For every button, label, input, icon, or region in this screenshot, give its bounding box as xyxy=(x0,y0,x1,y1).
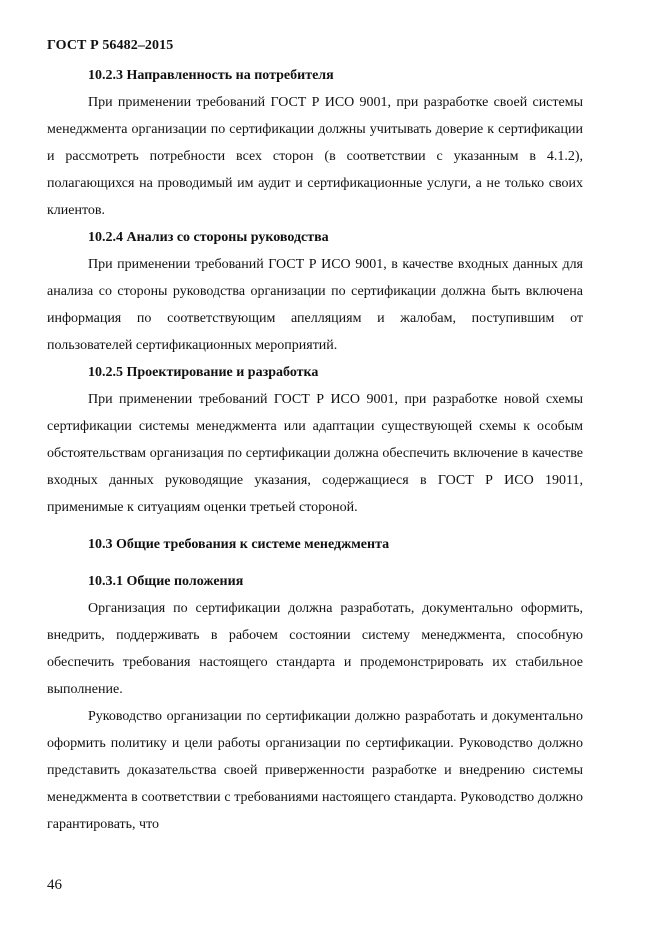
paragraph: При применении требований ГОСТ Р ИСО 9001, при разработке своей системы менеджмента организации по сертификации должны учитывать доверие к сертификации и рассмотреть потребности всех сторон (в соответствии с указанным в 4.1.2), полагающихся на проводимый им аудит и сертификационные услуги, а не только своих клиентов. xyxy=(47,95,583,218)
document-id: ГОСТ Р 56482–2015 xyxy=(47,38,174,53)
section-heading: 10.3 Общие требования к системе менеджмента xyxy=(88,537,390,552)
document-body xyxy=(47,62,583,838)
section-heading: 10.3.1 Общие положения xyxy=(88,574,244,589)
spacer xyxy=(47,521,583,531)
paragraph: При применении требований ГОСТ Р ИСО 9001, при разработке новой схемы сертификации системы менеджмента или адаптации существующей схемы к особым обстоятельствам организация по сертификации должна обеспечить включение в качестве входных данных руководящие указания, содержащиеся в ГОСТ Р ИСО 19011, применимые к ситуациям оценки третьей стороной. xyxy=(47,392,583,515)
spacer xyxy=(47,558,583,568)
section-heading: 10.2.4 Анализ со стороны руководства xyxy=(88,230,329,245)
section-heading: 10.2.5 Проектирование и разработка xyxy=(88,365,319,380)
page-number: 46 xyxy=(47,877,62,893)
paragraph: При применении требований ГОСТ Р ИСО 9001, в качестве входных данных для анализа со стороны руководства организации по сертификации должна быть включена информация по соответствующим апелляциям и жалобам, поступившим от пользователей сертификационных мероприятий. xyxy=(47,257,583,353)
section-heading: 10.2.3 Направленность на потребителя xyxy=(88,68,334,83)
paragraph: Руководство организации по сертификации должно разработать и документально оформить политику и цели работы организации по сертификации. Руководство должно представить доказательства своей приверженности разработке и внедрению системы менеджмента в соответствии с требованиями настоящего стандарта. Руководство должно гарантировать, что xyxy=(47,709,583,832)
paragraph: Организация по сертификации должна разработать, документально оформить, внедрить, поддерживать в рабочем состоянии систему менеджмента, способную обеспечить требования настоящего стандарта и продемонстрировать их стабильное выполнение. xyxy=(47,601,583,697)
